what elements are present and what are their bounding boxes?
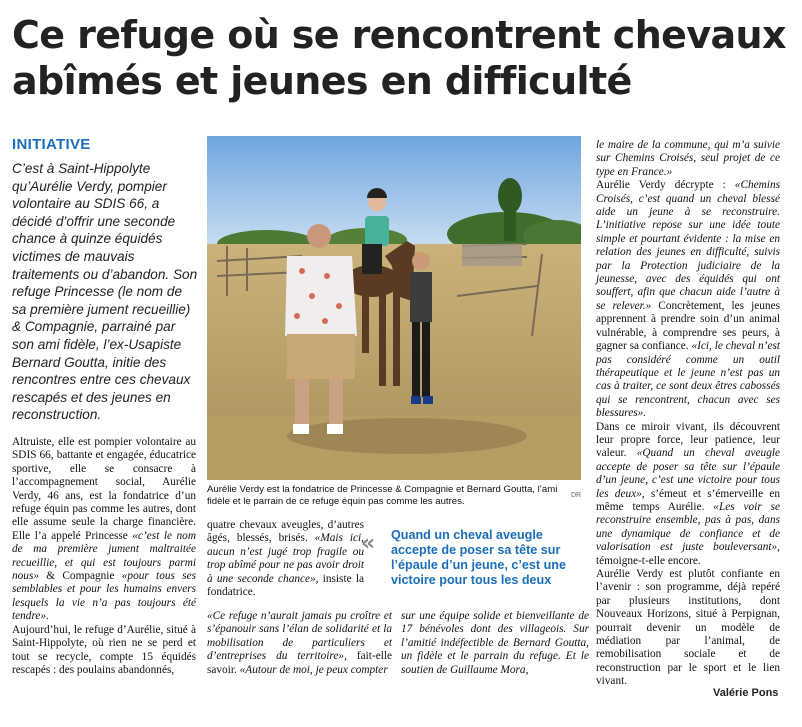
photo-caption: Aurélie Verdy est la fondatrice de Princesse & Compagnie et Bernard Goutta, l’ami fidèle et le parrain de ce refuge équin pas comme les autres. [207,484,558,507]
headline: Ce refuge où se rencontrent chevaux abîmés et jeunes en difficulté [12,13,786,103]
photo-illustration [207,136,581,480]
pull-quote: Quand un cheval aveugle accepte de poser sa tête sur l’épaule d’un jeune, c’est une victoire pour tous les deux [391,528,566,587]
paragraph: «Ce refuge n’aurait jamais pu croître et s’épanouir sans l’élan de solidarité et la mobilisation de particuliers et d’entreprises du territoire», fait-elle savoir. «Autour de moi, je peux compter [207,610,392,676]
body-column-2-continued [207,610,392,677]
paragraph: Dans ce miroir vivant, ils découvrent leur propre force, leur patience, leur valeur. «Quand un cheval aveugle accepte de poser sa tête sur l’épaule d’un jeune, c’est une victoire pour tous les deux», s’émeut et s’émerveille en même temps Aurélie. «Les voir se reconstruire ensemble, pas à pas, dans une dynamique de confiance et de valorisation est juste bouleversant», témoigne-t-elle encore. [596,420,780,567]
paragraph: quatre chevaux aveugles, d’autres âgés, blessés, brisés. «Mais ici, aucun n’est jugé trop fragile ou trop abîmé pour ne pas avoir droit à une seconde chance», insiste la fondatrice. [207,519,364,599]
paragraph: sur une équipe solide et bienveillante de 17 bénévoles dont des villageois. Sur l’amitié indéfectible de Bernard Goutta, un fidèle et le parrain du refuge. Et le soutien de Guillaume Mora, [401,610,589,676]
paragraph: Aurélie Verdy décrypte : «Chemins Croisés, c’est quand un cheval blessé aide un jeune à se reconstruire. L’initiative repose sur une idée toute simple et pourtant évidente : la mise en relation des jeunes en difficulté, suivis par la Protection judiciaire de la jeunesse, avec des équidés qui ont souffert, afin que chacun aide l’autre à se relever.» Concrètement, les jeunes apprennent à prendre soin d’un animal vulnérable, à comprendre ses peurs, à gagner sa confiance. «Ici, le cheval n’est pas considéré comme un outil thérapeutique et le jeune n’est pas un cas à traiter, ce sont deux êtres cabossés qui se rencontrent, chacun avec ses blessures». [596,179,780,420]
paragraph: Altruiste, elle est pompier volontaire au SDIS 66, battante et engagée, éducatrice sportive, elle se consacre à l’accompagnement social, Aurélie Verdy, 46 ans, est la fondatrice d’un refuge équin pas comme les autres, dont elle assume seule la charge financière. Elle l’a appelé Princesse «c’est le nom de ma première jument maltraitée recueillie, et qui est toujours parmi nous» & Compagnie «pour tous ses semblables et pour les humains envers lesquels la vie n’a pas toujours été tendre». [12,436,196,623]
paragraph: Aurélie Verdy est plutôt confiante en l’avenir : son programme, déjà repéré par plusieurs institutions, dont Nouveaux Horizons, situé à Perpignan, pourrait devenir un modèle de médiation par l’animal, de remobilisation sociale et de reconstruction par le sport et le lien vivant. [596,568,780,688]
article-photo [207,136,581,480]
body-column-2 [207,519,364,599]
intro-paragraph: C’est à Saint-Hippolyte qu’Aurélie Verdy, pompier volontaire au SDIS 66, a décidé d’offrir une seconde chance à quinze équidés victimes de mauvais traitements ou d’abandon. Son refuge Princesse (le nom de sa première jument recueillie) & Compagnie, parrainé par son ami fidèle, l’ex-Usapiste Bernard Goutta, initie des rencontres entre ces chevaux rescapés et des jeunes en reconstruction. [12,161,198,423]
body-column-4 [596,139,780,689]
section-kicker: INITIATIVE [12,136,91,153]
body-column-3 [401,610,589,677]
quote-icon: « [361,531,376,556]
paragraph: le maire de la commune, qui m’a suivie sur Chemins Croisés, seul projet de ce type en France.» [596,139,780,178]
author-signature: Valérie Pons [713,687,779,699]
paragraph: Aujourd’hui, le refuge d’Aurélie, situé à Saint-Hippolyte, où rien ne se perd et tout se recycle, compte 15 équidés rescapés : des poulains abandonnés, [12,623,196,676]
photo-credit: DR [571,492,582,499]
body-column-1 [12,436,196,677]
